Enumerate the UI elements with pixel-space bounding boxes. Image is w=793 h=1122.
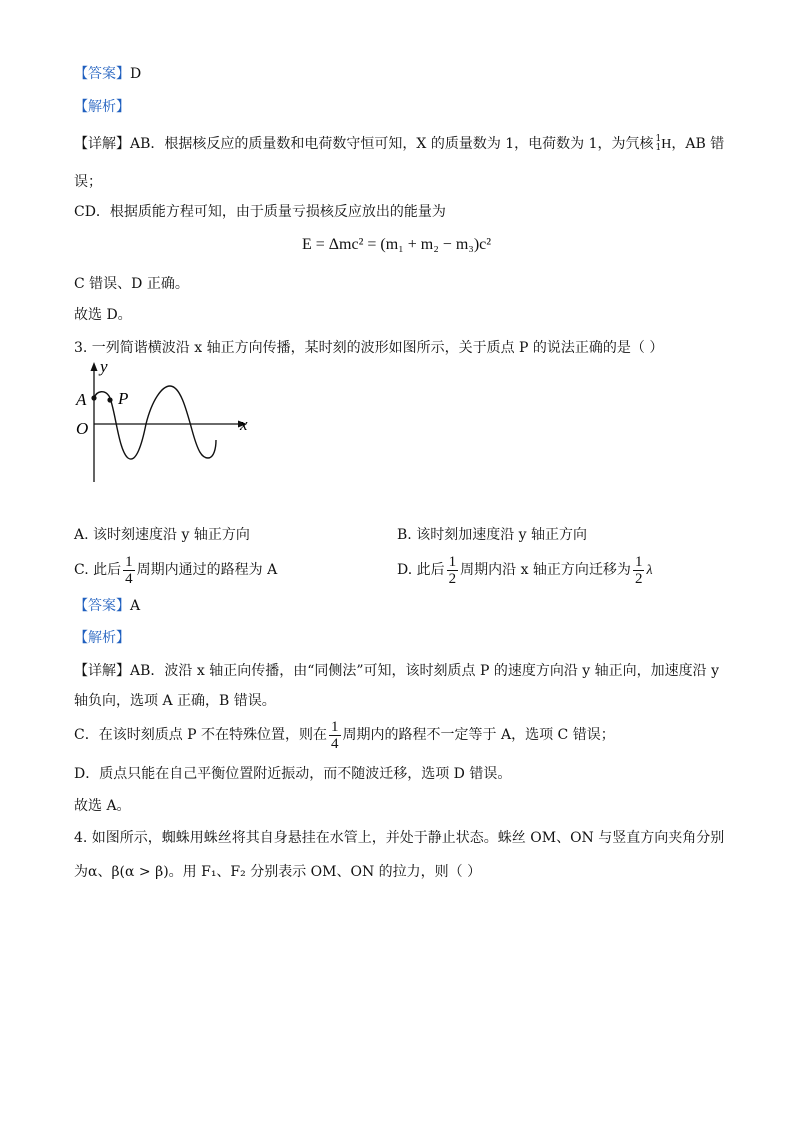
question-4-stem-1: 4. 如图所示，蜘蛛用蛛丝将其自身悬挂在水管上，并处于静止状态。蛛丝 OM、ON 与竖直方向夹角分别 <box>74 830 725 846</box>
q3-detail-4: D．质点只能在自己平衡位置附近振动，而不随波迁移，选项 D 错误。 <box>74 766 512 782</box>
q3-analysis-tag: 【解析】 <box>74 630 130 646</box>
nuclide-indices: 1 1 <box>655 134 662 153</box>
fraction-quarter-detail: $\frac{1}{4}$ <box>331 718 339 752</box>
q3-answer-value: A <box>130 598 141 614</box>
y-axis-arrow <box>91 362 98 371</box>
question-4-stem-2: 为α、β(α > β)。用 F₁、F₂ 分别表示 OM、ON 的拉力，则（ ） <box>74 864 482 880</box>
option-A[interactable]: A. 该时刻速度沿 y 轴正方向 <box>74 527 250 543</box>
mass-energy-formula: E = Δmc² = (m₁ + m₂ − m₃)c² <box>301 236 492 253</box>
y-axis-label: y <box>100 360 108 376</box>
conclusion: 故选 D。 <box>74 307 132 323</box>
answer-tag: 【答案】 <box>74 66 130 82</box>
amplitude-label: A <box>76 390 87 409</box>
detail-tag: 【详解】 <box>74 136 130 152</box>
detail-line-2: 误； <box>74 174 102 190</box>
detail-text-end: ，AB 错 <box>671 136 725 152</box>
detail-text: AB．根据核反应的质量数和电荷数守恒可知，X 的质量数为 1，电荷数为 1，为氕核 <box>130 136 654 152</box>
origin-label: O <box>76 419 89 438</box>
option-D[interactable]: D. 此后 $\frac{1}{2}$ 周期内沿 x 轴正方向迁移为 $\frac{1}{2}$ λ <box>397 553 653 587</box>
point-P-dot <box>107 397 112 402</box>
wave-curve <box>94 386 216 459</box>
q3-answer-line <box>74 596 140 616</box>
wave-figure <box>70 360 260 485</box>
detail-line-1 <box>74 134 724 155</box>
answer-line <box>74 64 141 84</box>
point-P-label: P <box>118 389 129 408</box>
x-axis-label: x <box>240 415 248 434</box>
fraction-half-lambda: $\frac{1}{2}$ <box>634 553 643 587</box>
q3-detail-2: 轴负向，选项 A 正确，B 错误。 <box>74 693 276 709</box>
option-B[interactable]: B. 该时刻加速度沿 y 轴正方向 <box>397 527 587 543</box>
fraction-quarter: $\frac{1}{4}$ <box>125 553 133 587</box>
q3-conclusion: 故选 A。 <box>74 798 131 814</box>
option-C[interactable]: C. 此后 $\frac{1}{4}$ 周期内通过的路程为 A <box>74 553 278 587</box>
nuclide-symbol: H <box>661 137 672 152</box>
fraction-half: $\frac{1}{2}$ <box>448 553 457 587</box>
detail-line-3: CD．根据质能方程可知，由于质量亏损核反应放出的能量为 <box>74 204 446 220</box>
detail-line-4: C 错误、D 正确。 <box>74 276 189 292</box>
q3-answer-tag: 【答案】 <box>74 598 130 614</box>
q3-detail-3: C．在该时刻质点 P 不在特殊位置，则在 $\frac{1}{4}$ 周期内的路程不一定等于 A，选项 C 错误； <box>74 718 615 752</box>
analysis-tag: 【解析】 <box>74 99 130 115</box>
q3-detail-1: 【详解】AB．波沿 x 轴正向传播，由“同侧法”可知，该时刻质点 P 的速度方向沿 y 轴正向，加速度沿 y <box>74 663 719 679</box>
point-A-dot <box>91 395 96 400</box>
question-3-stem: 3. 一列简谐横波沿 x 轴正方向传播，某时刻的波形如图所示，关于质点 P 的说法正确的是（ ） <box>74 340 664 356</box>
answer-value: D <box>130 66 142 82</box>
